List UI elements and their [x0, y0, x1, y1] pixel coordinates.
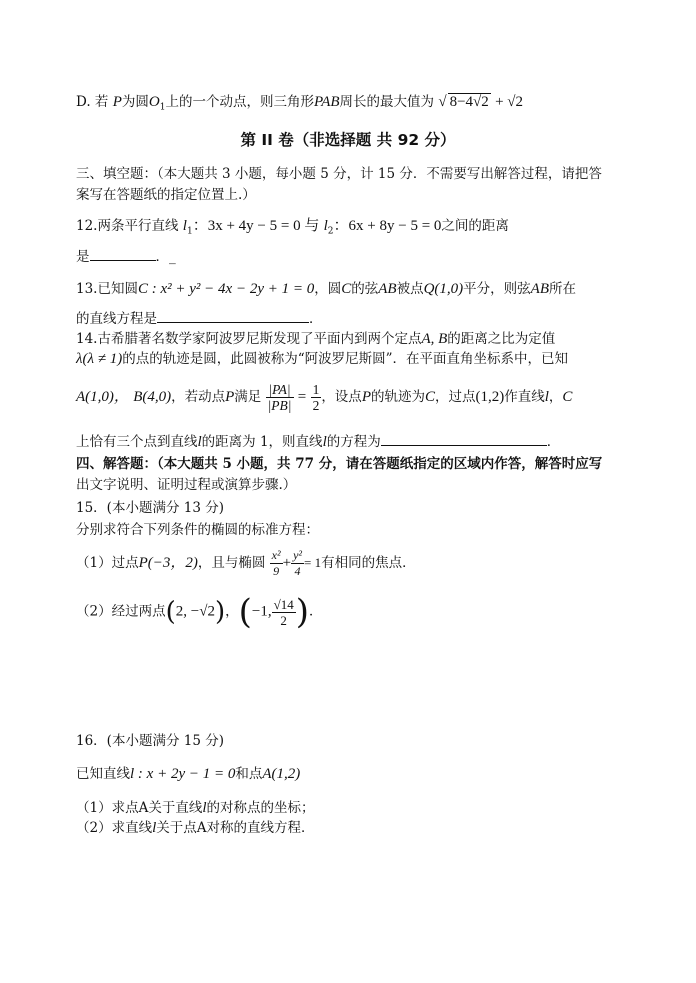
paren-right: ) [214, 597, 226, 627]
question-15-intro: 分别求符合下列条件的椭圆的标准方程： [76, 522, 319, 538]
equals: = [297, 389, 307, 405]
text: 关于直线 [148, 800, 203, 816]
var-l: l [323, 218, 328, 234]
point-2-x: −1, [251, 603, 272, 620]
text: ． [546, 434, 561, 450]
subscript: 1 [186, 226, 193, 237]
text: 的对称点的坐标； [206, 800, 315, 816]
var-o: O [148, 94, 160, 110]
text: 的直线方程是 [76, 311, 157, 327]
circle-eq: C : x² + y² − 4x − 2y + 1 = 0 [137, 281, 315, 297]
denominator: |PB| [267, 398, 292, 413]
var-l: l [202, 800, 207, 816]
text: （1）过点 [76, 555, 139, 571]
numerator: |PA| [266, 382, 294, 398]
text: 和点 [235, 766, 263, 782]
plus: + [282, 555, 292, 571]
option-d [76, 90, 523, 113]
paren-left: ( [165, 597, 176, 627]
question-14-line3 [76, 382, 572, 413]
question-13-answer [76, 307, 323, 327]
denominator: 2 [312, 398, 320, 413]
text: ．_ [155, 249, 176, 265]
question-14-line4 [76, 430, 560, 451]
fill-heading: 三、填空题：（本大题共 3 小题，每小题 5 分，计 15 分．不需要写出解答过程，请把答 [76, 166, 602, 182]
question-12-answer [76, 245, 176, 265]
question-16-part1 [76, 796, 315, 817]
text: ． [309, 603, 323, 620]
fraction-y [291, 548, 304, 579]
question-16-intro [76, 762, 300, 783]
numerator: 1 [312, 382, 320, 397]
question-12 [76, 214, 509, 237]
text: 平分，则弦 [463, 281, 531, 297]
numerator: x² [271, 548, 281, 562]
text: ，圆 [314, 281, 342, 297]
text: 上恰有三个点到直线 [76, 434, 198, 450]
text: 上的一个动点，则三角形 [165, 94, 314, 110]
numerator: y² [293, 548, 303, 562]
question-15-title: 15．(本小题满分 13 分) [76, 500, 224, 516]
text: ，且与椭圆 [197, 555, 266, 571]
numerator: √14 [273, 596, 294, 612]
denominator: 9 [273, 564, 280, 578]
var-l: l [197, 434, 202, 450]
var-p: P [112, 94, 122, 110]
section-title: 第 II 卷（非选择题 共 92 分） [240, 131, 456, 149]
var-l: l [182, 218, 187, 234]
text: （2）求直线 [76, 820, 153, 836]
question-14-line2 [76, 347, 568, 368]
point-b: B(4,0) [133, 389, 172, 405]
fraction-x [270, 548, 283, 579]
text: 的弦 [351, 281, 379, 297]
point-q: Q(1,0) [423, 281, 464, 297]
text: 之间的距离 [441, 218, 509, 234]
var-l: l [544, 389, 549, 405]
point-a: A(1,2) [262, 766, 301, 782]
option-d-label: D. 若 [76, 94, 109, 110]
text: ， [225, 603, 239, 620]
text: （1）求点 [76, 800, 139, 816]
text: 作直线 [504, 389, 545, 405]
text: 是 [76, 249, 90, 265]
text: 关于点 [156, 820, 197, 836]
line-eq-1: ：3x + 4y − 5 = 0 与 [192, 218, 320, 234]
var-pab: PAB [313, 94, 340, 110]
line-eq: l : x + 2y − 1 = 0 [130, 766, 236, 782]
var-ab: AB [530, 281, 549, 297]
text: ，过点 [435, 389, 476, 405]
line-eq-2: ：6x + 8y − 5 = 0 [333, 218, 442, 234]
plus-sqrt2: + √2 [495, 94, 524, 110]
lambda: λ(λ ≠ 1) [76, 351, 123, 367]
sqrt-sign: √ [438, 94, 447, 110]
solve-heading-2: 出文字说明、证明过程或演算步骤.） [76, 477, 297, 493]
paren-left: ( [238, 592, 252, 632]
text: 的距离之比为定值 [447, 331, 556, 347]
point-12: (1,2) [475, 389, 505, 405]
text: 已知直线 [76, 766, 130, 782]
text: ． [309, 311, 323, 327]
text: ，设点 [321, 389, 362, 405]
point-a: A(1,0)， [76, 389, 129, 405]
var-c: C [562, 389, 573, 405]
question-13 [76, 277, 576, 298]
paren-right: ) [295, 592, 309, 632]
text: 的距离为 1，则直线 [201, 434, 323, 450]
fraction-sqrt14 [272, 597, 296, 628]
var-p: P [225, 389, 235, 405]
question-14 [76, 327, 555, 348]
text: （2）经过两点 [76, 603, 166, 620]
equals-one: = 1 [304, 555, 322, 570]
var-l: l [152, 820, 157, 836]
text: ， [548, 389, 563, 405]
text: 周长的最大值为 [339, 94, 435, 110]
text: 的方程为 [326, 434, 381, 450]
var-a: A [138, 800, 149, 816]
denominator: 4 [294, 564, 301, 578]
text: 有相同的焦点． [321, 555, 416, 571]
var-c: C [341, 281, 352, 297]
answer-blank[interactable] [381, 433, 547, 446]
text: 被点 [396, 281, 424, 297]
fill-heading-2: 案写在答题纸的指定位置上.） [76, 187, 256, 203]
denominator: 2 [280, 612, 287, 628]
var-a: A [196, 820, 207, 836]
ratio-fraction [266, 382, 294, 413]
points-ab: A, B [421, 331, 448, 347]
question-16-part2 [76, 816, 315, 837]
text: 对称的直线方程． [206, 820, 315, 836]
text: 14.古希腊著名数学家阿波罗尼斯发现了平面内到两个定点 [76, 331, 422, 347]
sqrt-expr: 8−4√2 [449, 94, 489, 110]
text: 13.已知圆 [76, 281, 138, 297]
var-p: P [361, 389, 371, 405]
question-15-part1 [76, 548, 416, 579]
subscript: 1 [159, 102, 166, 113]
text: ，若动点 [171, 389, 226, 405]
half-fraction [311, 382, 322, 413]
point-1: 2, −√2 [175, 603, 215, 620]
var-l: l [322, 434, 327, 450]
subscript: 2 [327, 226, 334, 237]
question-15-part2 [76, 592, 323, 632]
answer-blank[interactable] [157, 310, 309, 323]
question-16-title: 16．(本小题满分 15 分) [76, 733, 224, 749]
var-c: C [424, 389, 435, 405]
text: 所在 [548, 281, 576, 297]
text: 的轨迹为 [370, 389, 425, 405]
answer-blank[interactable] [90, 248, 156, 261]
text: 为圆 [121, 94, 149, 110]
text: 的点的轨迹是圆，此圆被称为“阿波罗尼斯圆”．在平面直角坐标系中，已知 [122, 351, 569, 367]
text: 12.两条平行直线 [76, 218, 179, 234]
text: 满足 [234, 389, 262, 405]
solve-heading: 四、解答题：（本大题共 5 小题，共 77 分，请在答题纸指定的区域内作答，解答时应写 [76, 456, 603, 472]
point-p: P(−3，2) [138, 555, 198, 571]
var-ab: AB [378, 281, 397, 297]
